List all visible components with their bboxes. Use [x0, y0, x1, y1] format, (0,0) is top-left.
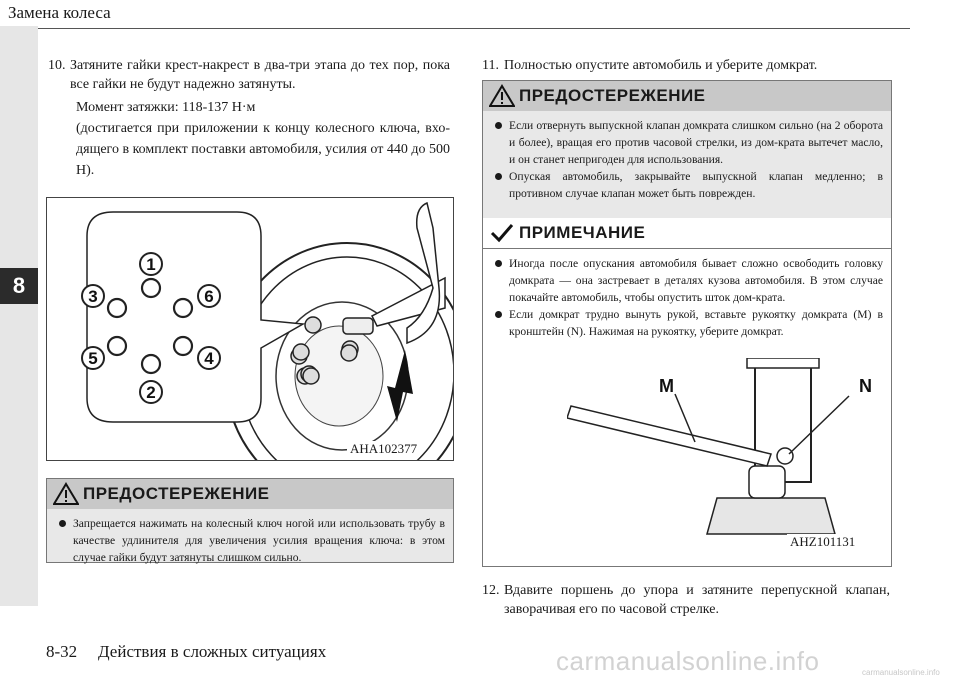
page-header-title: Замена колеса — [8, 3, 111, 22]
note-header — [483, 218, 891, 249]
warning-item: Если отвернуть выпускной клапан домкрата слишком сильно (на 2 оборота и более), вращая его против часовой стрелки, из дом-крата вытечет масло, и он станет непригоден для использования. — [491, 117, 883, 168]
nut-label-6: 6 — [204, 287, 214, 306]
warning-title: ПРЕДОСТЕРЕЖЕНИЕ — [83, 484, 270, 503]
nut-label-3: 3 — [88, 287, 98, 306]
figure-code: AHZ101131 — [787, 534, 858, 550]
warning-item: Запрещается нажимать на колесный ключ ногой или использовать трубу в качестве удлинителя для увеличения усилия вращения ключа: в этом случае гайки будут затянуты слишком сильно. — [55, 515, 445, 566]
wheel-nut-figure — [46, 197, 454, 461]
torque-note: (достигается при приложении к концу колесного ключа, вхо-дящего в комплект поставки автомобиля, усилия от 440 до 500 Н). — [76, 121, 450, 178]
jack-figure — [567, 358, 885, 554]
warning-box-left — [46, 478, 454, 563]
watermark-small: carmanualsonline.info — [862, 668, 940, 677]
step-number: 11. — [482, 58, 499, 73]
watermark[interactable]: carmanualsonline.info — [556, 646, 820, 676]
checkmark-icon — [489, 221, 515, 245]
step-10 — [48, 56, 450, 94]
note-item: Если домкрат трудно вынуть рукой, вставьте рукоятку домкрата (M) в кронштейн (N). Нажимая на рукоятку, уберите домкрат. — [491, 306, 883, 340]
step-text: Затяните гайки крест-накрест в два-три этапа до тех пор, пока все гайки не будут надежно затянуты. — [70, 58, 450, 92]
nut-label-5: 5 — [88, 349, 98, 368]
step-12 — [482, 581, 890, 619]
step-text: Полностью опустите автомобиль и уберите домкрат. — [504, 58, 818, 73]
torque-spec — [76, 97, 450, 181]
warning-triangle-icon — [53, 482, 79, 506]
jack-illustration — [567, 358, 885, 554]
nut-label-4: 4 — [204, 349, 214, 368]
step-number: 12. — [482, 583, 500, 598]
torque-label: Момент затяжки: 118-137 Н·м — [76, 100, 256, 115]
section-title: Действия в сложных ситуациях — [98, 642, 327, 661]
wheel-illustration — [47, 198, 453, 460]
warning-box-right — [482, 80, 892, 220]
label-n: N — [859, 376, 872, 396]
nut-label-1: 1 — [146, 255, 156, 274]
header-rule — [38, 28, 910, 29]
note-box — [482, 218, 892, 567]
page-number: 8-32 — [46, 642, 78, 661]
step-11 — [482, 56, 890, 75]
warning-triangle-icon — [489, 84, 515, 108]
side-band — [0, 26, 38, 606]
note-item: Иногда после опускания автомобиля бывает сложно освободить головку домкрата — она застревает в деталях кузова автомобиля. В этом случае покачайте автомобиль, чтобы опустить шток дом-крата. — [491, 255, 883, 306]
label-m: M — [659, 376, 674, 396]
step-text: Вдавите поршень до упора и затяните перепускной клапан, заворачивая его по часовой стрелке. — [504, 583, 890, 617]
warning-header — [47, 479, 453, 509]
warning-title: ПРЕДОСТЕРЕЖЕНИЕ — [519, 86, 706, 105]
nut-label-2: 2 — [146, 383, 156, 402]
warning-body — [483, 111, 891, 219]
note-body — [483, 249, 891, 346]
chapter-tab[interactable]: 8 — [0, 268, 38, 304]
warning-header — [483, 81, 891, 111]
step-number: 10. — [48, 58, 66, 73]
figure-code: AHA102377 — [347, 441, 420, 457]
note-title: ПРИМЕЧАНИЕ — [519, 223, 646, 242]
warning-item: Опуская автомобиль, закрывайте выпускной клапан медленно; в противном случае клапан может быть поврежден. — [491, 168, 883, 202]
warning-body — [47, 509, 453, 562]
